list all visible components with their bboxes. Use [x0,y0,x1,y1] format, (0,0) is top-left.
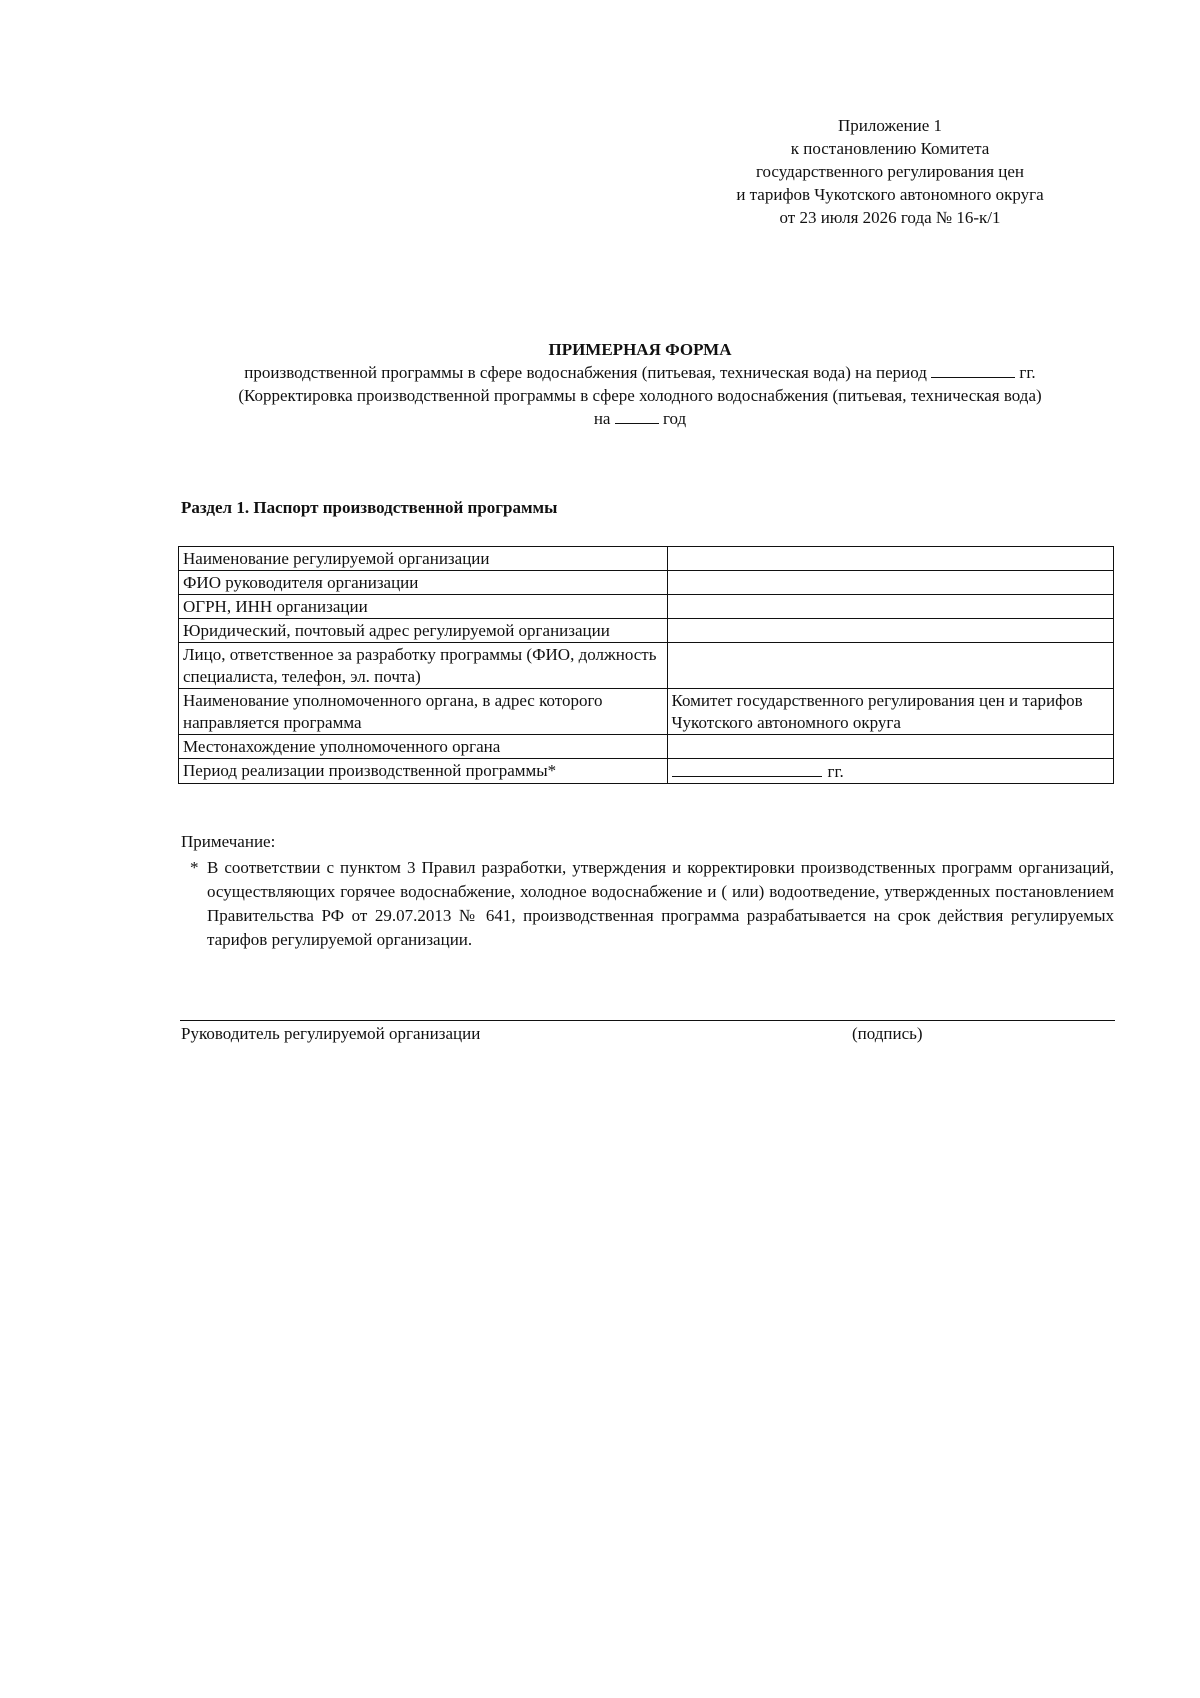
row-value [667,643,1114,689]
annex-line-1: Приложение 1 [838,116,942,135]
title-block [180,338,1100,430]
year-blank [615,409,659,424]
annex-line-5: от 23 июля 2026 года № 16-к/1 [779,208,1001,227]
note-star: * [190,858,199,877]
section-heading: Раздел 1. Паспорт производственной программы [181,498,558,517]
period-blank [931,363,1015,378]
row-label: Наименование уполномоченного органа, в адрес которого направляется программа [179,689,668,735]
title-line-2 [180,361,1100,384]
row-label: Период реализации производственной программы* [179,759,668,784]
signature-hint: (подпись) [852,1024,923,1043]
period-suffix: гг. [827,762,844,781]
row-value [667,547,1114,571]
note-body-wrap [181,856,1114,952]
title-line-4-suffix: год [662,409,687,428]
table-row [179,619,1114,643]
row-label: Местонахождение уполномоченного органа [179,735,668,759]
title-line-2-suffix: гг. [1019,363,1036,382]
document-title: ПРИМЕРНАЯ ФОРМА [548,340,732,359]
row-label: Юридический, почтовый адрес регулируемой организации [179,619,668,643]
row-label: ФИО руководителя организации [179,571,668,595]
period-value-blank [672,760,822,777]
annex-header [720,114,1060,229]
table-row [179,735,1114,759]
table-row [179,643,1114,689]
row-value [667,735,1114,759]
table-row [179,759,1114,784]
note-text: В соответствии с пунктом 3 Правил разработки, утверждения и корректировки производственных программ организаций, осуществляющих горячее водоснабжение, холодное водоснабжение и ( или) водоотведение, утвержденных постановлением Правительства РФ от 29.07.2013 № 641, производственная программа разрабатывается на срок действия регулируемых тарифов регулируемой организации. [207,858,1114,949]
title-line-3: (Корректировка производственной программы в сфере холодного водоснабжения (питьевая, техническая вода) [238,386,1042,405]
title-line-2-text: производственной программы в сфере водоснабжения (питьевая, техническая вода) на период [244,363,927,382]
row-label: Наименование регулируемой организации [179,547,668,571]
table-row [179,571,1114,595]
row-value [667,619,1114,643]
annex-line-3: государственного регулирования цен [755,162,1025,181]
annex-line-2: к постановлению Комитета [790,139,990,158]
row-value: Комитет государственного регулирования цен и тарифов Чукотского автономного округа [667,689,1114,735]
title-line-4-prefix: на [593,409,611,428]
annex-line-4: и тарифов Чукотского автономного округа [736,185,1044,204]
table-row [179,689,1114,735]
table-row [179,595,1114,619]
note-title: Примечание: [181,832,276,851]
passport-table [178,546,1114,784]
row-value [667,595,1114,619]
note-block [181,830,1114,952]
signature-label: Руководитель регулируемой организации [181,1024,481,1043]
title-line-4 [180,407,1100,430]
row-label: Лицо, ответственное за разработку программы (ФИО, должность специалиста, телефон, эл. почта) [179,643,668,689]
row-value-period [667,759,1114,784]
table-row [179,547,1114,571]
row-value [667,571,1114,595]
signature-line [180,1020,1115,1021]
row-label: ОГРН, ИНН организации [179,595,668,619]
